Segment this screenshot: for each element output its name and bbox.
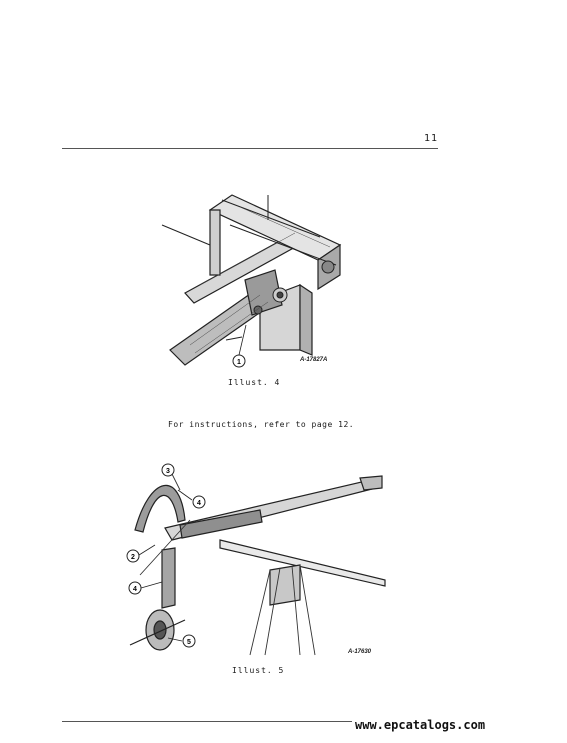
illustration-5-drawing (120, 460, 390, 660)
figure-code: A-17827A (300, 357, 328, 363)
callout-4-upper-label: 4 (197, 500, 201, 507)
illustration-4 (150, 185, 360, 375)
figure-caption: Illust. 4 (228, 378, 281, 387)
callout-2 (127, 545, 155, 562)
watermark-link[interactable]: www.epcatalogs.com (355, 718, 486, 732)
callout-5-label: 5 (187, 639, 191, 646)
callout-4-lower-label: 4 (133, 586, 137, 593)
footer-rule (62, 721, 352, 722)
header-rule (62, 148, 438, 149)
callout-1 (233, 325, 246, 367)
callout-2-label: 2 (131, 554, 135, 561)
callout-1-label: 1 (237, 359, 241, 366)
illustration-4-drawing (150, 185, 360, 375)
page-number: 11 (424, 133, 439, 144)
callout-3-label: 3 (166, 468, 170, 475)
figure-code: A-17630 (348, 649, 372, 655)
callout-4-lower (129, 582, 162, 594)
illustration-5 (120, 460, 390, 660)
callout-3 (162, 464, 174, 476)
instructions-text: For instructions, refer to page 12. (168, 420, 355, 429)
figure-caption: Illust. 5 (232, 666, 285, 675)
